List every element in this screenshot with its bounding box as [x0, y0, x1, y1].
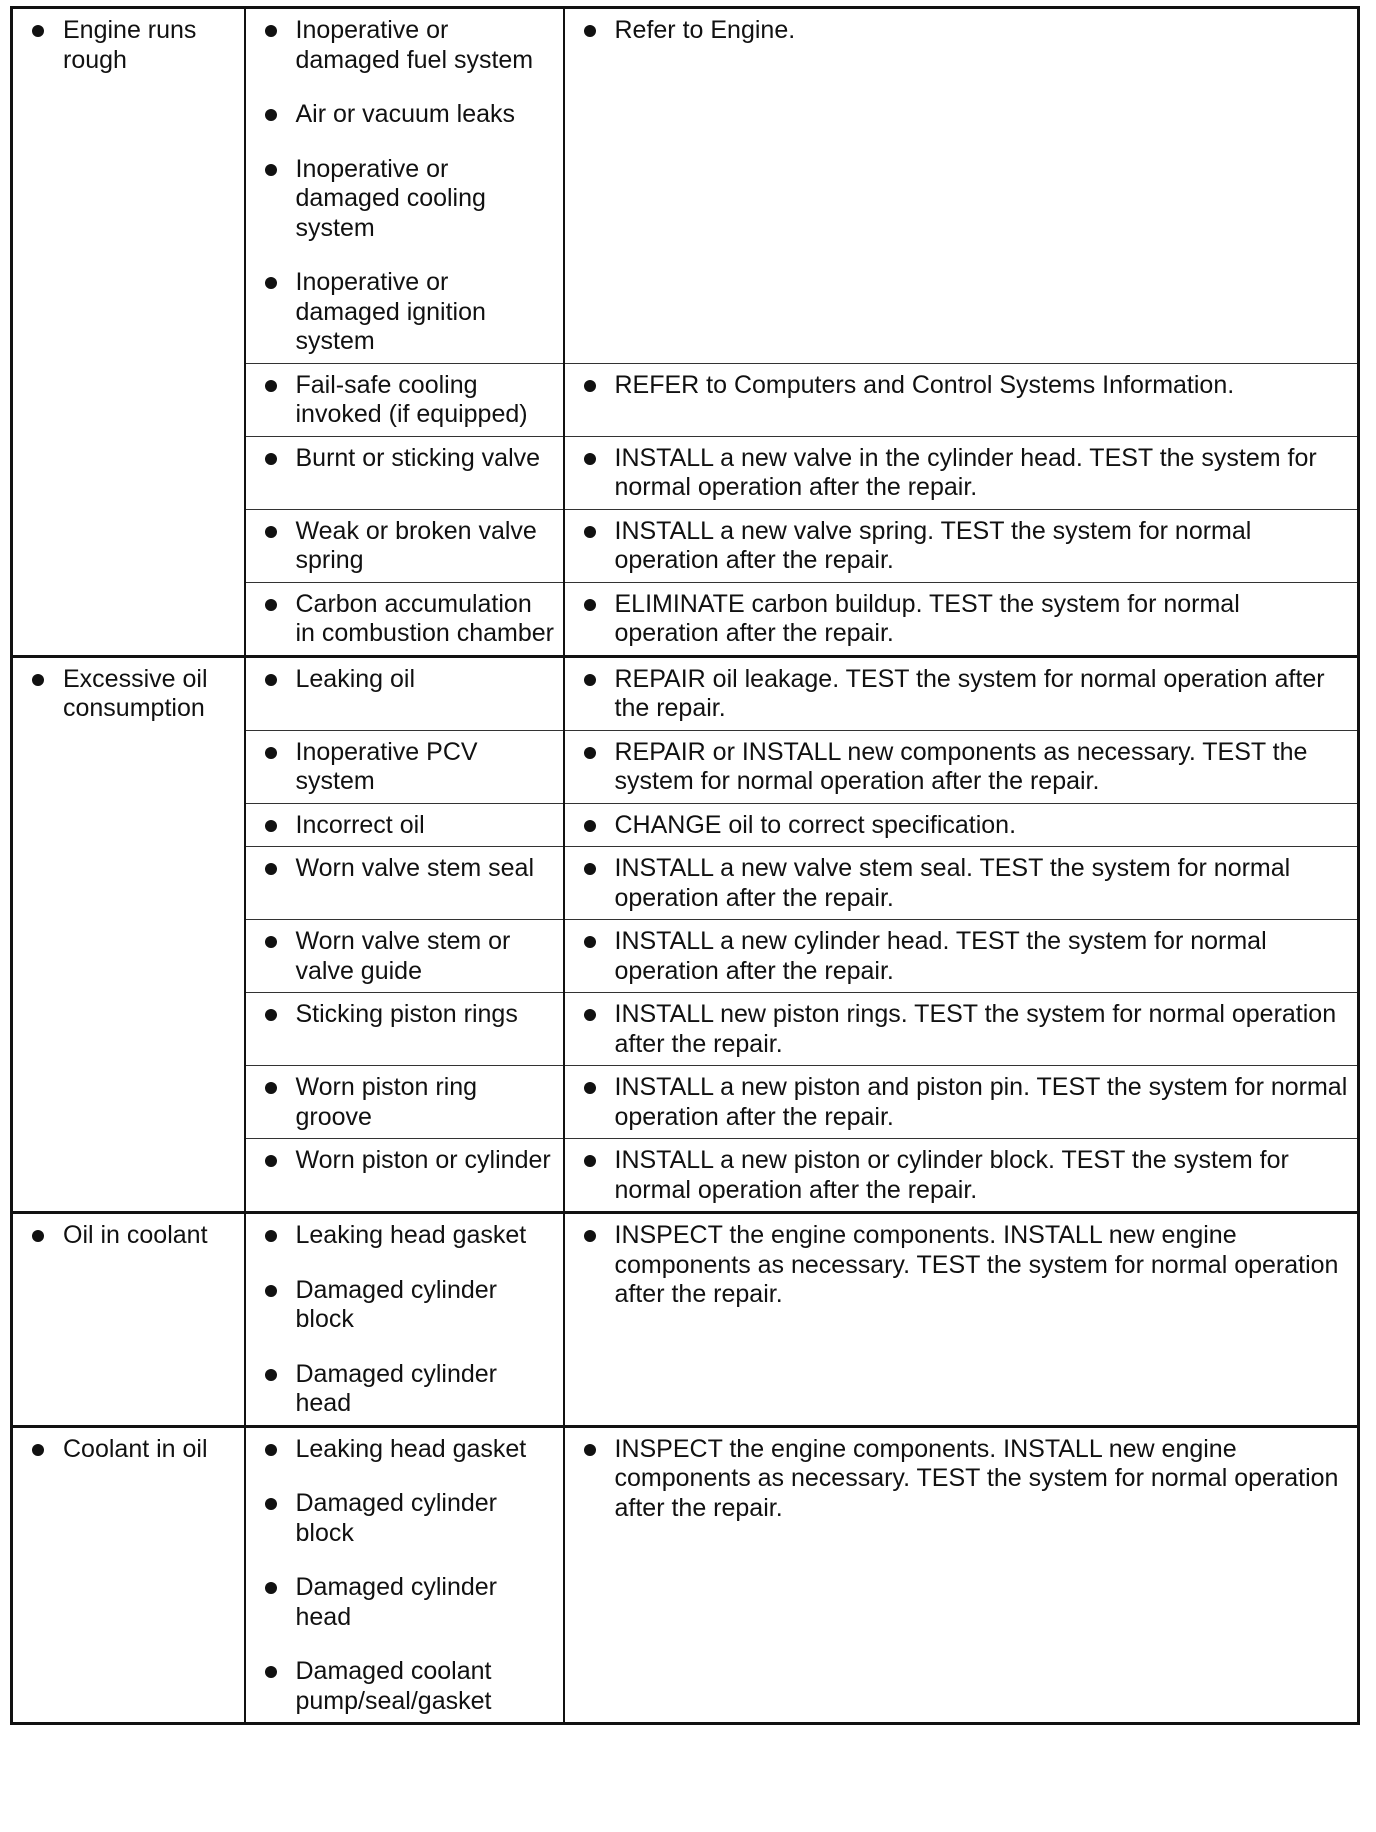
- bullet-icon: [584, 526, 596, 538]
- bullet-icon: [265, 380, 277, 392]
- action-item: [573, 1435, 1350, 1524]
- cause-cell: [245, 656, 564, 730]
- symptom-text: Engine runs rough: [63, 16, 197, 74]
- bullet-icon: [584, 380, 596, 392]
- table-row: [12, 1139, 1359, 1213]
- bullet-icon: [584, 820, 596, 832]
- cause-text: Carbon accumulation in combustion chamber: [295, 589, 554, 647]
- bullet-icon: [265, 25, 277, 37]
- cause-text: Leaking oil: [295, 664, 416, 693]
- action-text: Refer to Engine.: [614, 16, 796, 44]
- cause-item: [254, 1000, 555, 1030]
- bullet-icon: [265, 1498, 277, 1510]
- bullet-icon: [265, 526, 277, 538]
- bullet-icon: [265, 674, 277, 686]
- action-item: [573, 927, 1350, 986]
- action-text: INSPECT the engine components. INSTALL new engine components as necessary. TEST the system for normal operation after the repair.: [614, 1434, 1339, 1522]
- cause-item: [254, 1489, 555, 1548]
- action-item: [573, 371, 1350, 401]
- bullet-icon: [584, 674, 596, 686]
- action-text: REFER to Computers and Control Systems Information.: [614, 370, 1235, 399]
- cause-item: [254, 854, 555, 884]
- cause-text: Worn piston or cylinder: [295, 1146, 551, 1174]
- action-cell: [564, 582, 1359, 656]
- bullet-icon: [265, 1082, 277, 1094]
- bullet-icon: [584, 863, 596, 875]
- bullet-icon: [265, 1155, 277, 1167]
- symptom-item: [21, 1435, 236, 1465]
- bullet-icon: [265, 1444, 277, 1456]
- action-item: [573, 517, 1350, 576]
- action-item: [573, 854, 1350, 913]
- symptom-text: Oil in coolant: [63, 1221, 208, 1249]
- action-text: INSTALL a new valve in the cylinder head. TEST the system for normal operation after the repair.: [614, 443, 1317, 501]
- action-cell: [564, 8, 1359, 364]
- action-item: [573, 1146, 1350, 1205]
- bullet-icon: [265, 277, 277, 289]
- cause-item: [254, 738, 555, 797]
- bullet-icon: [584, 1230, 596, 1242]
- bullet-icon: [265, 936, 277, 948]
- symptom-text: Coolant in oil: [63, 1434, 208, 1463]
- cause-text: Incorrect oil: [295, 810, 425, 839]
- action-text: REPAIR oil leakage. TEST the system for normal operation after the repair.: [614, 664, 1325, 722]
- symptom-cell: [12, 656, 245, 730]
- bullet-icon: [32, 1230, 44, 1242]
- bullet-icon: [584, 936, 596, 948]
- cause-cell: [245, 730, 564, 803]
- cause-text: Inoperative or damaged ignition system: [295, 268, 486, 355]
- cause-cell: [245, 1213, 564, 1427]
- symptom-cell: [12, 1139, 245, 1213]
- cause-text: Fail-safe cooling invoked (if equipped): [295, 370, 528, 428]
- cause-item: [254, 1573, 555, 1632]
- symptom-cell: [12, 920, 245, 993]
- action-cell: [564, 847, 1359, 920]
- table-row: [12, 730, 1359, 803]
- table-row: [12, 1066, 1359, 1139]
- bullet-icon: [584, 1155, 596, 1167]
- cause-text: Burnt or sticking valve: [295, 443, 541, 472]
- cause-item: [254, 517, 555, 576]
- action-cell: [564, 656, 1359, 730]
- bullet-icon: [265, 164, 277, 176]
- cause-cell: [245, 8, 564, 364]
- cause-item: [254, 665, 555, 695]
- symptom-cell: [12, 1066, 245, 1139]
- action-item: [573, 444, 1350, 503]
- cause-text: Worn valve stem or valve guide: [295, 927, 511, 985]
- cause-item: [254, 268, 555, 357]
- table-row: [12, 8, 1359, 364]
- table-row: [12, 363, 1359, 436]
- cause-cell: [245, 582, 564, 656]
- symptom-item: [21, 665, 236, 724]
- symptom-cell: [12, 363, 245, 436]
- bullet-icon: [265, 599, 277, 611]
- bullet-icon: [265, 747, 277, 759]
- table-row: [12, 920, 1359, 993]
- cause-item: [254, 927, 555, 986]
- symptom-cell: [12, 993, 245, 1066]
- cause-cell: [245, 1426, 564, 1724]
- cause-text: Leaking head gasket: [295, 1434, 527, 1463]
- action-cell: [564, 1426, 1359, 1724]
- action-text: INSTALL a new valve stem seal. TEST the system for normal operation after the repair.: [614, 854, 1291, 912]
- action-cell: [564, 436, 1359, 509]
- action-cell: [564, 509, 1359, 582]
- symptom-cell: [12, 1426, 245, 1724]
- action-item: [573, 665, 1350, 724]
- cause-cell: [245, 993, 564, 1066]
- table-row: [12, 436, 1359, 509]
- cause-item: [254, 811, 555, 841]
- action-item: [573, 738, 1350, 797]
- symptom-cell: [12, 582, 245, 656]
- action-text: INSTALL a new valve spring. TEST the system for normal operation after the repair.: [614, 516, 1252, 574]
- action-text: INSTALL a new cylinder head. TEST the system for normal operation after the repair.: [614, 927, 1267, 985]
- symptom-cell: [12, 847, 245, 920]
- cause-item: [254, 1657, 555, 1716]
- bullet-icon: [32, 1444, 44, 1456]
- symptom-cell: [12, 1213, 245, 1427]
- cause-item: [254, 100, 555, 130]
- symptom-cell: [12, 8, 245, 364]
- cause-text: Worn valve stem seal: [295, 854, 535, 882]
- cause-text: Damaged cylinder head: [295, 1359, 497, 1417]
- cause-cell: [245, 1066, 564, 1139]
- action-cell: [564, 1066, 1359, 1139]
- cause-text: Leaking head gasket: [295, 1221, 527, 1249]
- cause-item: [254, 1276, 555, 1335]
- cause-item: [254, 1073, 555, 1132]
- cause-text: Weak or broken valve spring: [295, 516, 537, 574]
- bullet-icon: [584, 1009, 596, 1021]
- action-text: INSTALL a new piston or cylinder block. TEST the system for normal operation after the repair.: [614, 1146, 1289, 1204]
- action-cell: [564, 993, 1359, 1066]
- action-text: INSTALL new piston rings. TEST the system for normal operation after the repair.: [614, 1000, 1337, 1058]
- action-item: [573, 1000, 1350, 1059]
- cause-item: [254, 444, 555, 474]
- table-row: [12, 656, 1359, 730]
- bullet-icon: [265, 1009, 277, 1021]
- bullet-icon: [265, 1666, 277, 1678]
- cause-text: Worn piston ring groove: [295, 1073, 478, 1131]
- action-item: [573, 811, 1350, 841]
- bullet-icon: [265, 1369, 277, 1381]
- cause-item: [254, 1435, 555, 1465]
- action-item: [573, 1073, 1350, 1132]
- cause-item: [254, 16, 555, 75]
- bullet-icon: [32, 25, 44, 37]
- table-row: [12, 582, 1359, 656]
- bullet-icon: [265, 863, 277, 875]
- cause-item: [254, 155, 555, 244]
- cause-text: Inoperative or damaged cooling system: [295, 154, 486, 242]
- symptom-cell: [12, 436, 245, 509]
- cause-cell: [245, 1139, 564, 1213]
- action-item: [573, 16, 1350, 46]
- table-row: [12, 847, 1359, 920]
- action-cell: [564, 803, 1359, 847]
- cause-item: [254, 371, 555, 430]
- action-item: [573, 1221, 1350, 1310]
- bullet-icon: [584, 453, 596, 465]
- action-cell: [564, 1139, 1359, 1213]
- cause-item: [254, 1146, 555, 1176]
- cause-text: Damaged cylinder block: [295, 1489, 497, 1547]
- cause-text: Air or vacuum leaks: [295, 100, 516, 128]
- symptom-item: [21, 16, 236, 75]
- action-text: INSTALL a new piston and piston pin. TEST the system for normal operation after the repair.: [614, 1073, 1348, 1131]
- table-row: [12, 509, 1359, 582]
- bullet-icon: [32, 674, 44, 686]
- action-cell: [564, 920, 1359, 993]
- bullet-icon: [265, 1230, 277, 1242]
- cause-item: [254, 1221, 555, 1251]
- table-row: [12, 993, 1359, 1066]
- action-text: INSPECT the engine components. INSTALL new engine components as necessary. TEST the system for normal operation after the repair.: [614, 1221, 1339, 1308]
- bullet-icon: [584, 1444, 596, 1456]
- bullet-icon: [265, 453, 277, 465]
- bullet-icon: [584, 25, 596, 37]
- symptom-cell: [12, 730, 245, 803]
- cause-text: Inoperative PCV system: [295, 737, 478, 795]
- cause-text: Damaged cylinder block: [295, 1275, 497, 1333]
- action-text: REPAIR or INSTALL new components as necessary. TEST the system for normal operation after the repair.: [614, 737, 1308, 795]
- cause-text: Sticking piston rings: [295, 1000, 518, 1028]
- cause-cell: [245, 363, 564, 436]
- cause-cell: [245, 509, 564, 582]
- cause-item: [254, 1360, 555, 1419]
- symptom-item: [21, 1221, 236, 1251]
- cause-cell: [245, 803, 564, 847]
- cause-cell: [245, 920, 564, 993]
- bullet-icon: [584, 599, 596, 611]
- action-cell: [564, 730, 1359, 803]
- diagnosis-table: [10, 6, 1360, 1725]
- table-row: [12, 803, 1359, 847]
- action-cell: [564, 1213, 1359, 1427]
- action-item: [573, 590, 1350, 649]
- table-row: [12, 1213, 1359, 1427]
- bullet-icon: [584, 1082, 596, 1094]
- action-text: ELIMINATE carbon buildup. TEST the system for normal operation after the repair.: [614, 589, 1240, 647]
- action-text: CHANGE oil to correct specification.: [614, 810, 1017, 839]
- bullet-icon: [265, 109, 277, 121]
- bullet-icon: [584, 747, 596, 759]
- bullet-icon: [265, 1582, 277, 1594]
- symptom-cell: [12, 509, 245, 582]
- bullet-icon: [265, 1285, 277, 1297]
- cause-cell: [245, 436, 564, 509]
- table-row: [12, 1426, 1359, 1724]
- cause-text: Inoperative or damaged fuel system: [295, 16, 534, 74]
- diagnosis-table-body: [12, 8, 1359, 1724]
- symptom-text: Excessive oil consumption: [63, 664, 208, 722]
- symptom-cell: [12, 803, 245, 847]
- action-cell: [564, 363, 1359, 436]
- bullet-icon: [265, 820, 277, 832]
- cause-cell: [245, 847, 564, 920]
- cause-text: Damaged coolant pump/seal/gasket: [295, 1657, 492, 1715]
- cause-item: [254, 590, 555, 649]
- cause-text: Damaged cylinder head: [295, 1573, 497, 1631]
